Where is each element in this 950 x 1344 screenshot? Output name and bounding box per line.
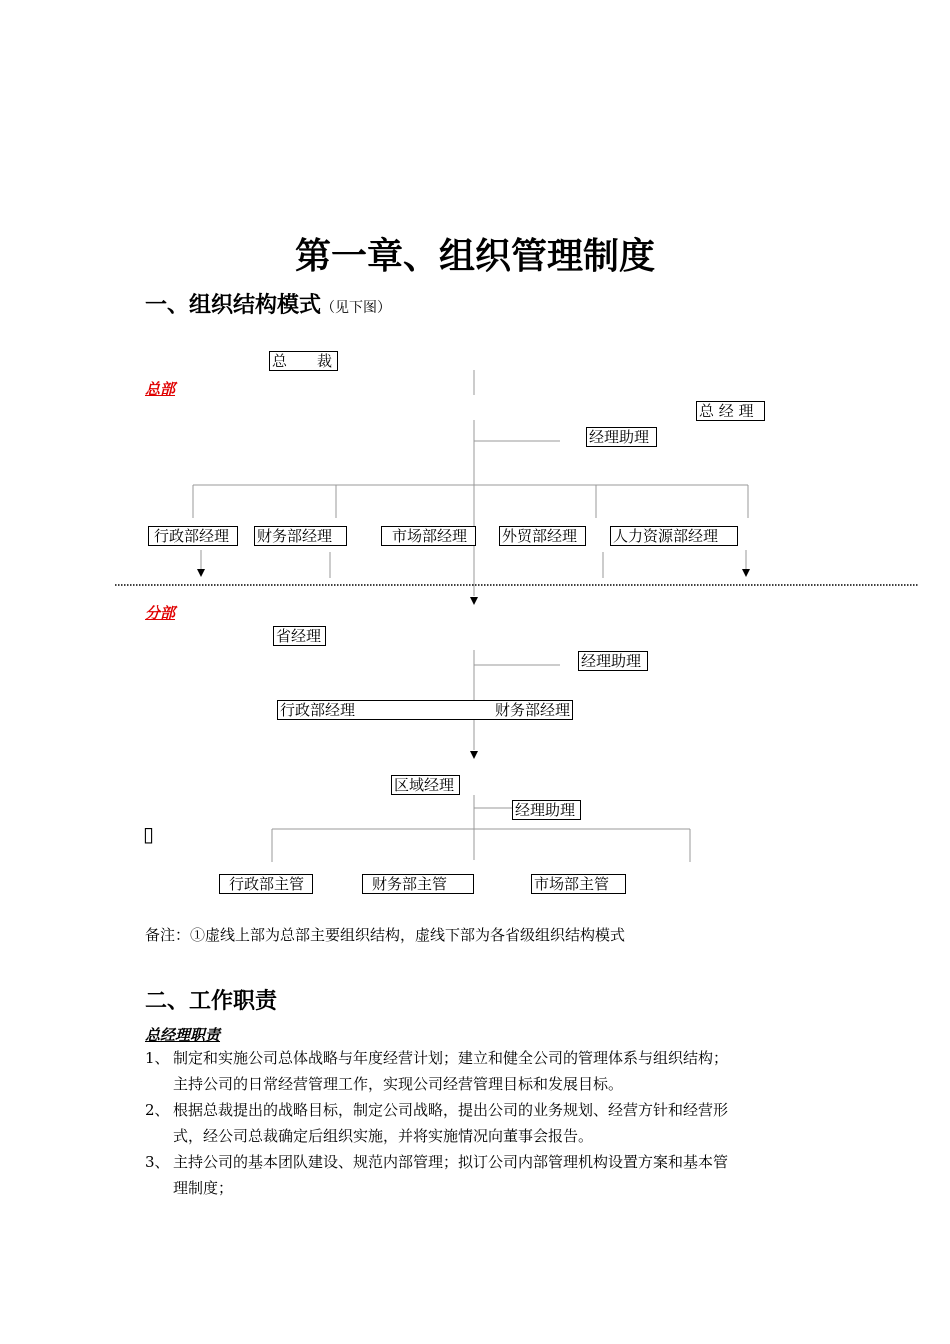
region-dept-market-box: 市场部主管 xyxy=(531,874,626,894)
section2-heading: 二、工作职责 xyxy=(145,989,278,1014)
duty-item-continuation: 式，经公司总裁确定后组织实施，并将实施情况向董事会报告。 xyxy=(173,1127,594,1145)
hq-dept-hr-box: 人力资源部经理 xyxy=(610,526,738,546)
duty-item-line: 主持公司的基本团队建设、规范内部管理；拟订公司内部管理机构设置方案和基本管 xyxy=(173,1153,729,1171)
section1-heading-note: （见下图） xyxy=(321,300,392,316)
section1-heading-text: 一、组织结构模式 xyxy=(145,293,322,318)
province-admin-label: 行政部经理 xyxy=(280,701,356,719)
region-dept-admin-box: 行政部主管 xyxy=(219,874,313,894)
duty-item xyxy=(145,1149,728,1175)
gm-assistant-box: 经理助理 xyxy=(586,427,657,447)
duty-item-line: 制定和实施公司总体战略与年度经营计划；建立和健全公司的管理体系与组织结构； xyxy=(173,1049,729,1067)
general-manager-box: 总 经 理 xyxy=(696,401,765,421)
duty-item-number: 2、 xyxy=(145,1101,170,1119)
section2-subheading: 总经理职责 xyxy=(145,1026,221,1044)
president-box: 总 裁 xyxy=(269,351,338,371)
duty-item-line: 根据总裁提出的战略目标，制定公司战略，提出公司的业务规划、经营方针和经营形 xyxy=(173,1101,729,1119)
duty-item xyxy=(145,1045,728,1071)
region-assistant-box: 经理助理 xyxy=(512,800,581,820)
hq-dept-market-box: 市场部经理 xyxy=(381,526,476,546)
duty-item-number: 1、 xyxy=(145,1049,170,1067)
region-dept-finance-box: 财务部主管 xyxy=(362,874,474,894)
stray-glyph: ▯ xyxy=(143,822,155,846)
province-finance-label: 财务部经理 xyxy=(494,701,570,719)
remark: 备注：①虚线上部为总部主要组织结构，虚线下部为各省级组织结构模式 xyxy=(145,926,626,944)
hq-label: 总部 xyxy=(145,380,176,398)
hq-dept-finance-box: 财务部经理 xyxy=(254,526,347,546)
duty-item-continuation: 主持公司的日常经营管理工作，实现公司经营管理目标和发展目标。 xyxy=(173,1075,624,1093)
hq-dept-admin-box: 行政部经理 xyxy=(148,526,238,546)
branch-label: 分部 xyxy=(145,604,176,622)
hq-dept-foreign-trade-box: 外贸部经理 xyxy=(499,526,586,546)
province-manager-box: 省经理 xyxy=(273,626,326,646)
duty-list xyxy=(145,1045,728,1201)
province-dept-box xyxy=(277,700,573,720)
province-assistant-box: 经理助理 xyxy=(578,651,648,671)
duty-item xyxy=(145,1097,728,1123)
region-manager-box: 区域经理 xyxy=(391,775,460,795)
duty-item-number: 3、 xyxy=(145,1153,170,1171)
chapter-title: 第一章、组织管理制度 xyxy=(294,236,655,277)
duty-item-continuation: 理制度； xyxy=(173,1179,234,1197)
